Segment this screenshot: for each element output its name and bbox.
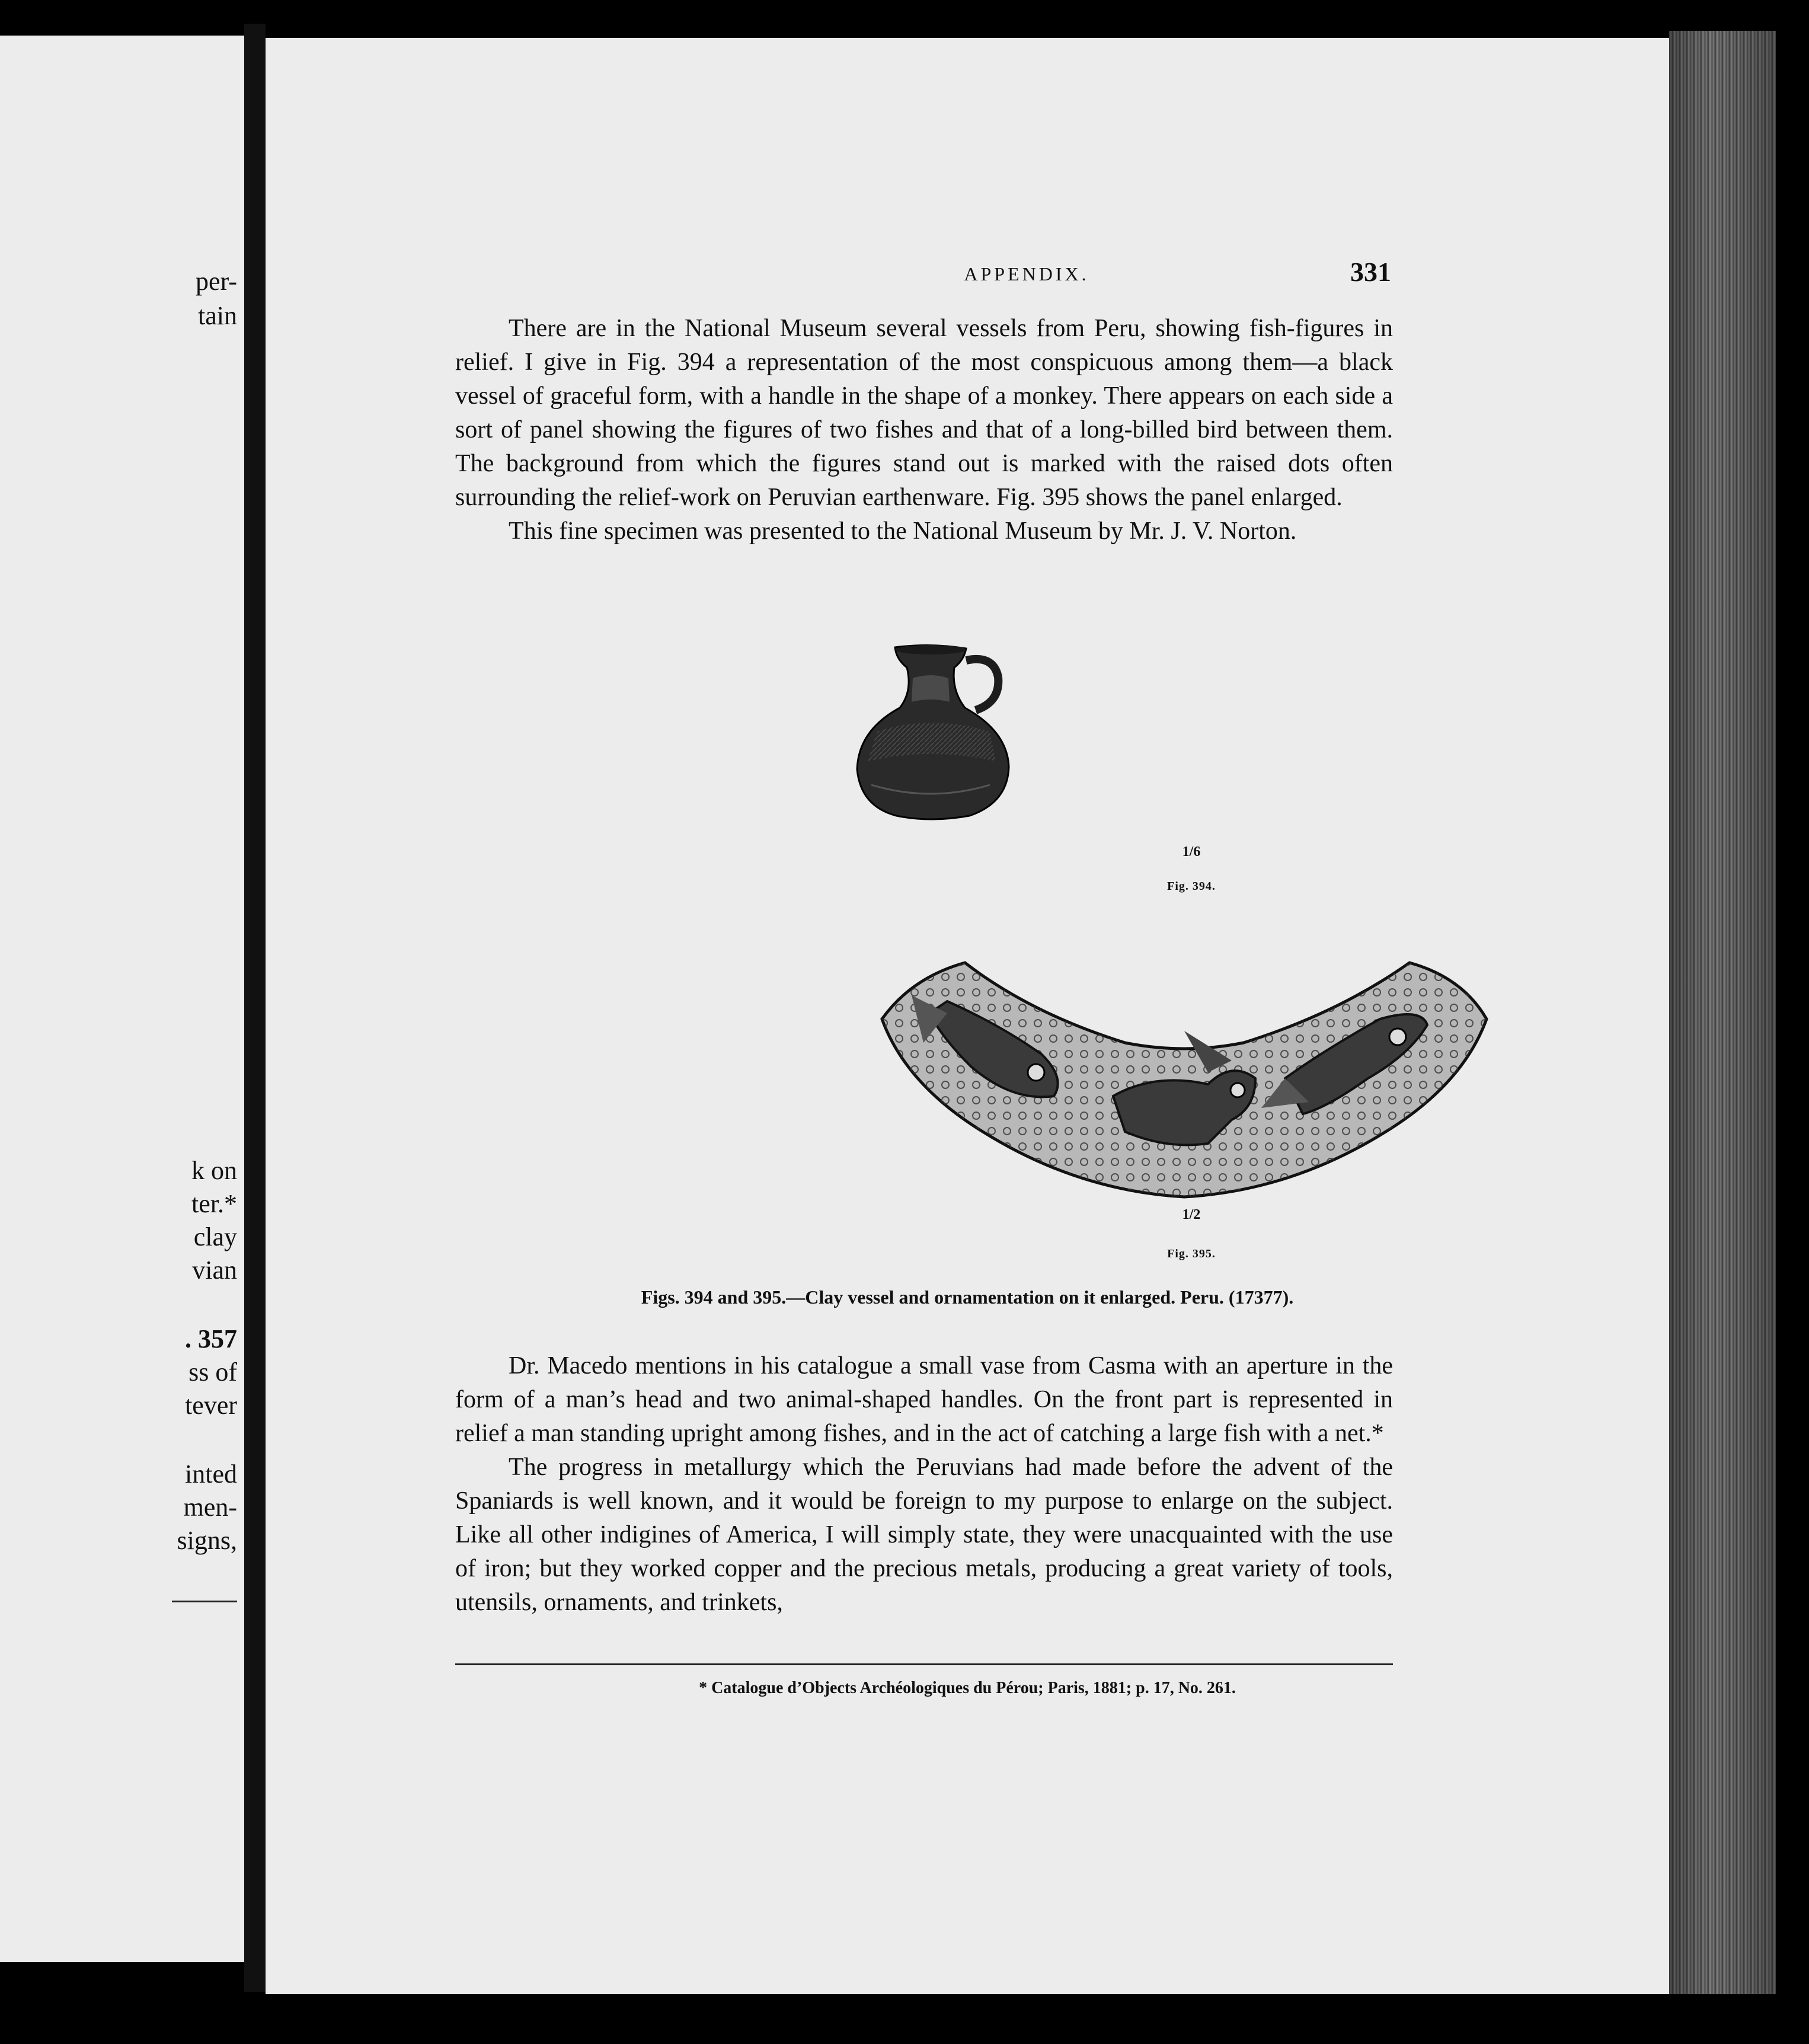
left-page-line: vian	[192, 1256, 237, 1285]
fig395-scale: 1/2	[1182, 1207, 1201, 1222]
footnote-rule	[455, 1663, 1393, 1665]
paragraph: There are in the National Museum several vessels from Peru, showing fish-figures in relief. I give in Fig. 394 a representation of the most conspicuous among them—a black vessel of graceful form, with a handle in the shape of a monkey. There appears on each side a sort of panel showing the figures of two fishes and that of a long-billed bird between them. The background from which the figures stand out is marked with the raised dots often surrounding the relief-work on Peruvian earthenware. Fig. 395 shows the panel enlarged.	[455, 315, 1393, 511]
left-page-line: men-	[183, 1493, 237, 1522]
left-page-line: inted	[185, 1459, 237, 1489]
left-page-line: clay	[193, 1222, 237, 1251]
right-page	[266, 38, 1669, 1994]
left-page	[0, 36, 244, 1962]
left-page-rule	[172, 1601, 237, 1602]
left-page-line: tever	[185, 1391, 237, 1420]
running-head: APPENDIX.	[964, 263, 1089, 285]
left-page-line: k on	[191, 1156, 237, 1185]
vessel-figure	[830, 643, 1043, 826]
left-page-line: per-	[196, 267, 237, 296]
paragraph: This fine specimen was presented to the National Museum by Mr. J. V. Norton.	[509, 518, 1297, 545]
figure-caption: Figs. 394 and 395.—Clay vessel and ornamentation on it enlarged. Peru. (17377).	[641, 1286, 1294, 1308]
ornament-panel-figure	[876, 954, 1492, 1203]
left-page-line: ter.*	[191, 1189, 237, 1218]
text-block-bottom	[455, 1349, 1393, 1620]
gutter	[244, 24, 266, 1992]
fig394-scale: 1/6	[1182, 844, 1201, 860]
left-page-line: ss of	[188, 1358, 237, 1387]
page-number: 331	[1350, 257, 1391, 287]
text-block-top	[455, 312, 1393, 548]
footnote: * Catalogue d’Objects Archéologiques du Pérou; Paris, 1881; p. 17, No. 261.	[699, 1679, 1236, 1697]
left-page-line: . 357	[185, 1324, 237, 1353]
fig394-label: Fig. 394.	[1167, 880, 1216, 893]
fig395-label: Fig. 395.	[1167, 1247, 1216, 1260]
paragraph: The progress in metallurgy which the Peruvians had made before the advent of the Spaniards is well known, and it would be foreign to my purpose to enlarge on the subject. Like all other indigines of America, I will simply state, they were unacquainted with the use of iron; but they worked copper and the precious metals, producing a great variety of tools, utensils, ornaments, and trinkets,	[455, 1454, 1393, 1616]
book-page-edges	[1669, 31, 1776, 1994]
left-page-line: tain	[198, 301, 237, 330]
paragraph: Dr. Macedo mentions in his catalogue a small vase from Casma with an aperture in the form of a man’s head and two animal-shaped handles. On the front part is represented in relief a man standing upright among fishes, and in the act of catching a large fish with a net.*	[455, 1352, 1393, 1447]
left-page-line: signs,	[177, 1526, 237, 1555]
